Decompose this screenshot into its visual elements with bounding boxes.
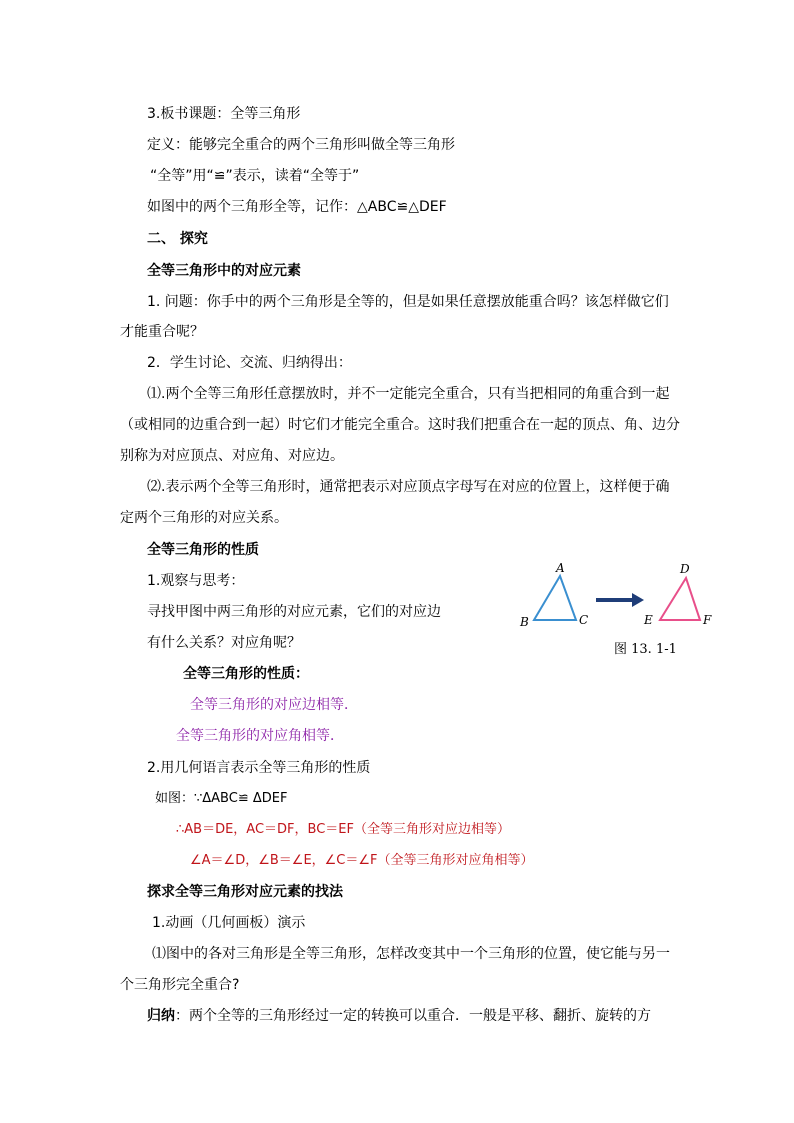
text-line: 1.观察与思考： — [147, 573, 245, 589]
subsection-heading: 探求全等三角形对应元素的找法 — [147, 884, 343, 900]
label-a: A — [556, 561, 565, 575]
figure-caption: 图 13. 1-1 — [614, 642, 677, 657]
text-line: 有什么关系？对应角呢？ — [147, 635, 301, 651]
text-line: ⑴图中的各对三角形是全等三角形，怎样改变其中一个三角形的位置，使它能与另一 — [152, 946, 670, 962]
property-heading: 全等三角形的性质： — [183, 666, 309, 682]
text-line: （或相同的边重合到一起）时它们才能完全重合。这时我们把重合在一起的顶点、角、边分 — [120, 417, 680, 433]
text-line: 如图：∵ΔABC≌ ΔDEF — [155, 791, 288, 806]
text-line: 别称为对应顶点、对应角、对应边。 — [120, 448, 344, 464]
reasoning-line: ∴AB＝DE，AC＝DF，BC＝EF（全等三角形对应边相等） — [176, 822, 510, 837]
label-b: B — [520, 615, 529, 629]
text-line: “全等”用“≌”表示，读着“全等于” — [150, 168, 360, 184]
text-line: 1.动画（几何画板）演示 — [152, 915, 306, 931]
text-line: 1. 问题：你手中的两个三角形是全等的，但是如果任意摆放能重合吗？该怎样做它们 — [147, 294, 669, 310]
text-line: 如图中的两个三角形全等，记作：△ABC≌△DEF — [147, 199, 447, 215]
text-line: 定两个三角形的对应关系。 — [120, 510, 288, 526]
text-line: ⑵.表示两个全等三角形时，通常把表示对应顶点字母写在对应的位置上，这样便于确 — [147, 479, 670, 495]
property-line: 全等三角形的对应角相等． — [176, 728, 344, 744]
text-line: 3.板书课题：全等三角形 — [147, 106, 301, 122]
text-line: 才能重合呢？ — [120, 324, 204, 340]
text-line: 2.用几何语言表示全等三角形的性质 — [147, 760, 371, 776]
definition-line: 定义：能够完全重合的两个三角形叫做全等三角形 — [147, 137, 455, 153]
label-d: D — [680, 562, 690, 576]
triangle-def — [660, 578, 700, 620]
text-line: 个三角形完全重合? — [120, 977, 240, 993]
text-line: 2．学生讨论、交流、归纳得出： — [147, 355, 352, 371]
triangle-abc — [534, 576, 576, 620]
text-line: 寻找甲图中两三角形的对应元素，它们的对应边 — [147, 604, 441, 620]
label-e: E — [644, 613, 653, 627]
text-line: ⑴.两个全等三角形任意摆放时，并不一定能完全重合，只有当把相同的角重合到一起 — [147, 386, 670, 402]
arrow-head — [632, 593, 644, 607]
summary-text: ：两个全等的三角形经过一定的转换可以重合．一般是平移、翻折、旋转的方 — [175, 1008, 651, 1024]
label-f: F — [703, 613, 712, 627]
subsection-heading: 全等三角形的性质 — [147, 542, 259, 558]
triangle-figure — [514, 558, 750, 662]
summary-label: 归纳 — [147, 1008, 175, 1024]
section-heading: 二、 探究 — [147, 231, 208, 247]
reasoning-line: ∠A＝∠D，∠B＝∠E，∠C＝∠F（全等三角形对应角相等） — [190, 853, 534, 868]
text-line — [147, 1006, 651, 1026]
property-line: 全等三角形的对应边相等． — [190, 697, 358, 713]
label-c: C — [579, 613, 589, 627]
subsection-heading: 全等三角形中的对应元素 — [147, 263, 301, 279]
